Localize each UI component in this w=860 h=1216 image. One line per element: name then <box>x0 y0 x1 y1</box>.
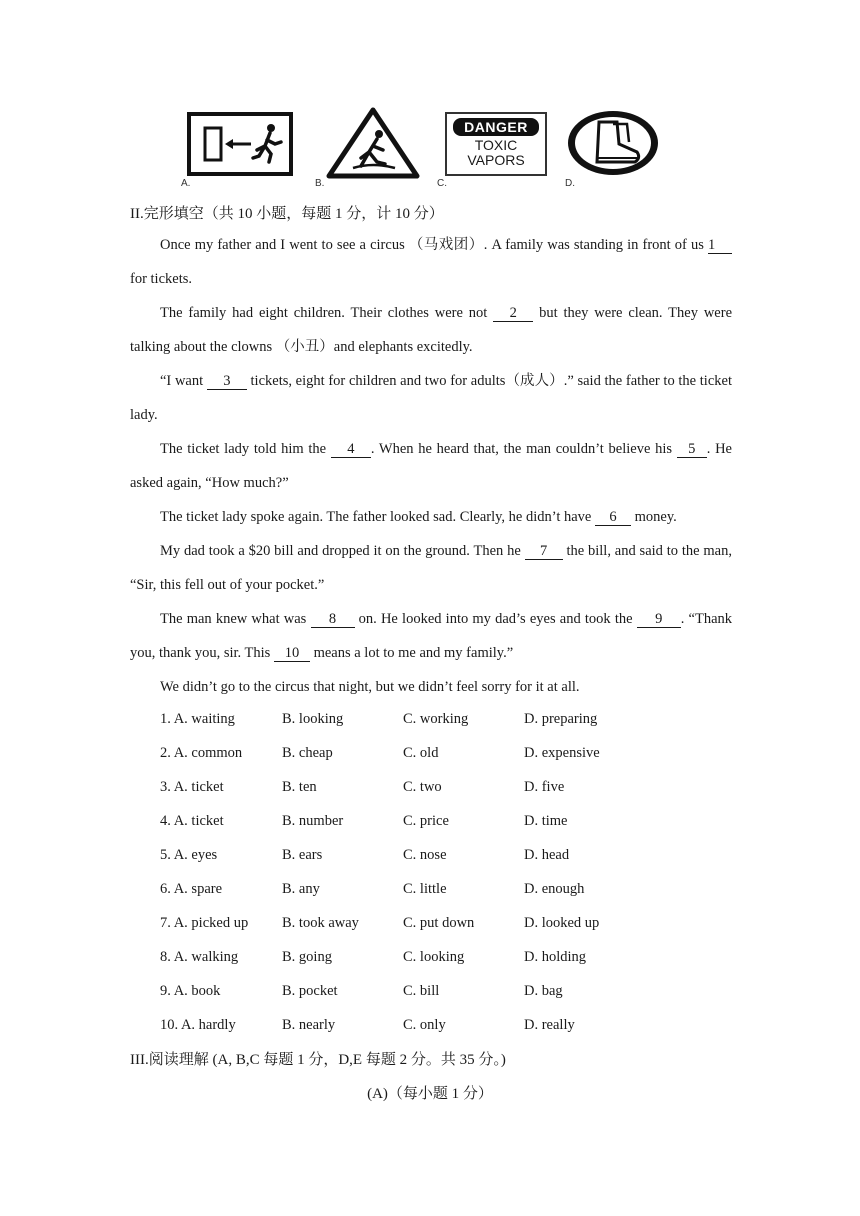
option-text: D. head <box>524 847 570 863</box>
sign-label-b: B. <box>315 178 325 189</box>
option-row-8 <box>160 940 760 974</box>
paragraph-7 <box>130 602 732 670</box>
option-text: C. old <box>403 745 439 761</box>
paragraph-text: My dad took a $20 bill and dropped it on the ground. Then he <box>160 543 525 559</box>
toxic-label: TOXIC <box>474 137 518 153</box>
paragraph-text: The ticket lady spoke again. The father looked sad. Clearly, he didn’t have <box>160 509 595 525</box>
paragraph-text: tickets, eight for children and two for adults（成人）.” said the father to the ticket lady. <box>130 373 732 423</box>
blank-5: 5 <box>677 441 707 458</box>
sign-images <box>175 104 675 194</box>
option-text: D. really <box>524 1017 575 1033</box>
option-text: B. cheap <box>282 745 333 761</box>
option-text: 5. A. eyes <box>160 847 218 863</box>
option-text: B. took away <box>282 915 359 931</box>
option-text: B. ears <box>282 847 323 863</box>
paragraph-1 <box>130 228 732 296</box>
option-text: C. working <box>403 711 469 727</box>
paragraph-4 <box>130 432 732 500</box>
safety-boots-icon <box>565 108 661 178</box>
paragraph-text: The family had eight children. Their clothes were not <box>160 305 494 321</box>
option-text: B. number <box>282 813 344 829</box>
option-text: C. nose <box>403 847 447 863</box>
section-2-title: II.完形填空（共 10 小题，每题 1 分，计 10 分） <box>130 206 444 222</box>
option-row-6 <box>160 872 760 906</box>
option-text: C. little <box>403 881 447 897</box>
option-text: C. two <box>403 779 442 795</box>
option-text: 1. A. waiting <box>160 711 235 727</box>
option-text: D. five <box>524 779 565 795</box>
blank-2: 2 <box>493 305 533 322</box>
paragraph-text: . When he heard that, the man couldn’t believe his <box>370 441 677 457</box>
option-row-7 <box>160 906 760 940</box>
option-text: C. price <box>403 813 449 829</box>
option-row-10 <box>160 1008 760 1042</box>
paragraph-text: for tickets. <box>130 271 193 287</box>
option-text: B. nearly <box>282 1017 336 1033</box>
blank-8: 8 <box>311 611 355 628</box>
blank-1: 1 <box>708 237 732 254</box>
option-text: B. pocket <box>282 983 338 999</box>
option-text: D. expensive <box>524 745 600 761</box>
option-text: 6. A. spare <box>160 881 223 897</box>
option-text: C. only <box>403 1017 446 1033</box>
option-text: C. looking <box>403 949 465 965</box>
option-text: D. time <box>524 813 568 829</box>
section-3-title: III.阅读理解 (A, B,C 每题 1 分，D,E 每题 2 分。共 35 分。) <box>130 1052 506 1068</box>
danger-toxic-sign <box>445 112 547 176</box>
sign-label-c: C. <box>437 178 447 189</box>
blank-3: 3 <box>207 373 247 390</box>
option-row-2 <box>160 736 760 770</box>
paragraph-text: but they were clean. They were talking about the clowns （小丑）and elephants excitedly. <box>130 305 733 355</box>
paragraph-text: . He asked again, “How much?” <box>130 441 732 491</box>
paragraph-text: Once my father and I went to see a circus （马戏团）. A family was standing in front of us <box>160 237 704 253</box>
paragraph-6 <box>130 534 732 602</box>
paragraph-text: “I want <box>160 373 207 389</box>
blank-6: 6 <box>595 509 631 526</box>
option-text: 2. A. common <box>160 745 243 761</box>
paragraph-text: The ticket lady told him the <box>160 441 331 457</box>
option-text: B. looking <box>282 711 344 727</box>
option-row-9 <box>160 974 760 1008</box>
option-text: C. put down <box>403 915 475 931</box>
option-text: D. bag <box>524 983 563 999</box>
options-list <box>160 702 760 1042</box>
option-text: D. preparing <box>524 711 598 727</box>
option-text: 9. A. book <box>160 983 221 999</box>
slippery-warning-icon <box>325 106 421 180</box>
option-text: B. going <box>282 949 332 965</box>
option-row-1 <box>160 702 760 736</box>
blank-7: 7 <box>525 543 563 560</box>
option-text: D. looked up <box>524 915 600 931</box>
paragraph-8 <box>130 670 732 704</box>
sign-label-d: D. <box>565 178 575 189</box>
paragraph-text: . “Thank you, thank you, sir. This <box>130 611 733 661</box>
paragraph-2 <box>130 296 732 364</box>
option-text: B. ten <box>282 779 317 795</box>
vapors-label: VAPORS <box>467 152 525 168</box>
option-text: C. bill <box>403 983 440 999</box>
option-row-3 <box>160 770 760 804</box>
option-text: 7. A. picked up <box>160 915 249 931</box>
option-text: D. enough <box>524 881 585 897</box>
blank-4: 4 <box>331 441 371 458</box>
paragraph-text: means a lot to me and my family.” <box>309 645 514 661</box>
option-text: D. holding <box>524 949 587 965</box>
blank-10: 10 <box>274 645 310 662</box>
paragraph-text: The man knew what was <box>160 611 311 627</box>
sign-label-a: A. <box>181 178 191 189</box>
paragraph-5 <box>130 500 732 534</box>
exit-sign-icon <box>187 112 293 176</box>
section-3-subtitle: (A)（每小题 1 分） <box>367 1086 493 1102</box>
option-row-5 <box>160 838 760 872</box>
option-text: 10. A. hardly <box>160 1017 236 1033</box>
paragraph-text: We didn’t go to the circus that night, but we didn’t feel sorry for it at all. <box>160 679 580 695</box>
paragraph-text: on. He looked into my dad’s eyes and took the <box>354 611 637 627</box>
paragraph-text: the bill, and said to the man, “Sir, this fell out of your pocket.” <box>130 543 732 593</box>
paragraph-3 <box>130 364 732 432</box>
option-text: 3. A. ticket <box>160 779 224 795</box>
option-text: 4. A. ticket <box>160 813 224 829</box>
paragraph-text: money. <box>631 509 677 525</box>
blank-9: 9 <box>637 611 681 628</box>
option-text: B. any <box>282 881 320 897</box>
danger-label: DANGER <box>453 118 539 136</box>
option-text: 8. A. walking <box>160 949 239 965</box>
option-row-4 <box>160 804 760 838</box>
